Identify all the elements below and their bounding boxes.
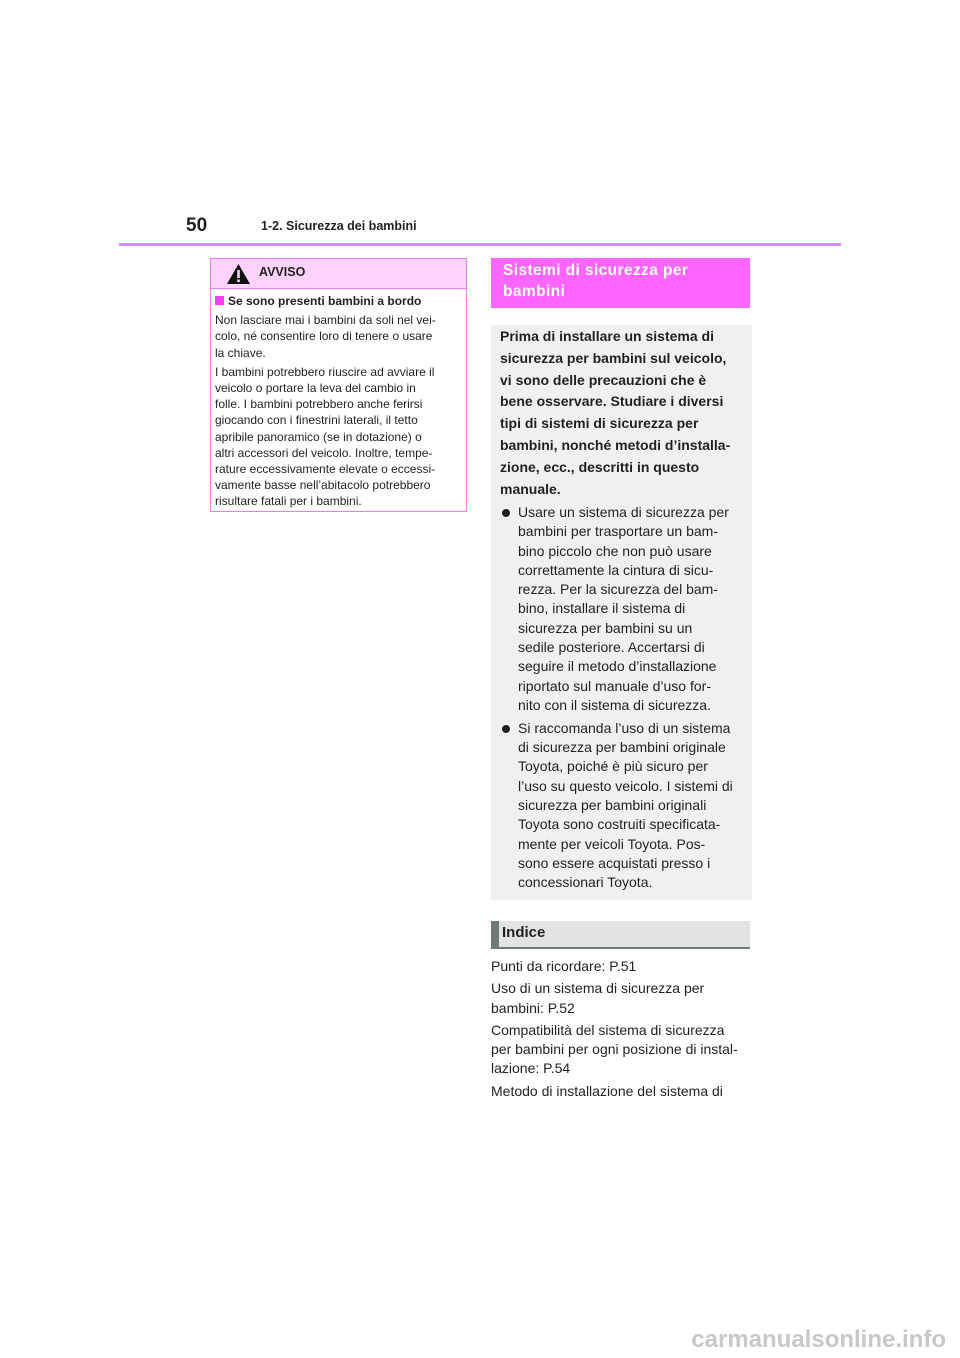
text-line: rezza. Per la sicurezza del bam-	[518, 581, 718, 598]
index-marker	[491, 921, 499, 949]
warning-subtitle-text: Se sono presenti bambini a bordo	[228, 294, 422, 308]
text-line: Metodo di installazione del sistema di	[491, 1082, 723, 1099]
text-line: I bambini potrebbero riuscire ad avviare il	[215, 364, 435, 379]
intro-line: sicurezza per bambini sul veicolo,	[500, 349, 727, 366]
intro-text	[500, 326, 730, 500]
text-line: di sicurezza per bambini originale	[518, 739, 726, 756]
text-line: colo, né consentire loro di tenere o usare	[215, 329, 433, 344]
list-item	[500, 719, 733, 893]
text-line: risultare fatali per i bambini.	[215, 494, 362, 509]
bullet-list	[500, 503, 733, 896]
page-number: 50	[186, 215, 208, 236]
text-line: Punti da ricordare: P.51	[491, 958, 637, 974]
text-line: la chiave.	[215, 345, 266, 360]
text-line: sono essere acquistati presso i	[518, 854, 711, 871]
text-line: l’uso su questo veicolo. I sistemi di	[518, 777, 733, 794]
text-line: sedile posteriore. Accertarsi di	[518, 639, 705, 656]
index-link[interactable]	[491, 957, 738, 976]
intro-line: bambini, nonché metodi d’installa-	[500, 436, 731, 453]
index-link[interactable]	[491, 979, 738, 1018]
intro-line: bene osservare. Studiare i diversi	[500, 393, 724, 410]
warning-paragraph	[215, 364, 462, 510]
text-line: Toyota sono costruiti specificata-	[518, 816, 721, 833]
warning-box	[210, 258, 467, 512]
text-line: mente per veicoli Toyota. Pos-	[518, 835, 706, 852]
text-line: vamente basse nell’abitacolo potrebbero	[215, 478, 431, 493]
intro-line: vi sono delle precauzioni che è	[500, 371, 707, 388]
title-line: Sistemi di sicurezza per	[503, 262, 689, 279]
header-divider	[119, 243, 841, 246]
square-bullet-icon	[215, 296, 224, 305]
text-line: giocando con i finestrini laterali, il tetto	[215, 413, 418, 428]
text-line: concessionari Toyota.	[518, 874, 653, 891]
title-line: bambini	[503, 283, 566, 300]
text-line: altri accessori del veicolo. Inoltre, tempe-	[215, 445, 433, 460]
text-line: seguire il metodo d’installazione	[518, 658, 717, 675]
warning-paragraph	[215, 312, 462, 361]
text-line: bino, installare il sistema di	[518, 600, 686, 617]
list-item	[500, 503, 733, 715]
text-line: correttamente la cintura di sicu-	[518, 561, 714, 578]
index-header	[491, 921, 750, 949]
text-line: bino piccolo che non può usare	[518, 542, 712, 559]
text-line: Usare un sistema di sicurezza per	[518, 504, 729, 520]
intro-line: zione, ecc., descritti in questo	[500, 458, 700, 475]
text-line: Compatibilità del sistema di sicurezza	[491, 1021, 725, 1038]
text-line: sicurezza per bambini originali	[518, 796, 707, 813]
bullet-dot-icon	[502, 725, 510, 733]
section-title: 1-2. Sicurezza dei bambini	[261, 219, 417, 233]
index-title: Indice	[502, 924, 546, 941]
text-line: nito con il sistema di sicurezza.	[518, 696, 711, 713]
index-link[interactable]	[491, 1082, 738, 1101]
intro-box	[491, 325, 752, 900]
text-line: sicurezza per bambini su un	[518, 619, 693, 636]
warning-title: AVVISO	[259, 265, 306, 279]
intro-line: Prima di installare un sistema di	[500, 328, 714, 344]
index-list	[491, 957, 738, 1104]
chapter-title	[491, 258, 750, 308]
text-line: bambini per trasportare un bam-	[518, 523, 718, 540]
text-line: Toyota, poiché è più sicuro per	[518, 758, 708, 775]
text-line: bambini: P.52	[491, 999, 575, 1016]
text-line: veicolo o portare la leva del cambio in	[215, 381, 416, 396]
text-line: Non lasciare mai i bambini da soli nel vei-	[215, 313, 436, 328]
text-line: Uso di un sistema di sicurezza per	[491, 980, 705, 997]
warning-header	[211, 259, 466, 289]
warning-text	[215, 312, 462, 509]
text-line: per bambini per ogni posizione di instal-	[491, 1041, 738, 1058]
text-line: rature eccessivamente elevate o eccessi-	[215, 462, 436, 477]
text-line: folle. I bambini potrebbero anche ferirsi	[215, 397, 423, 412]
text-line: apribile panoramico (se in dotazione) o	[215, 429, 422, 444]
text-line: riportato sul manuale d’uso for-	[518, 677, 711, 694]
text-line: lazione: P.54	[491, 1060, 571, 1077]
intro-line: tipi di sistemi di sicurezza per	[500, 415, 699, 432]
intro-line: manuale.	[500, 480, 561, 497]
bullet-dot-icon	[502, 509, 510, 517]
watermark: carmanualsonline.info	[691, 1326, 946, 1353]
index-link[interactable]	[491, 1021, 738, 1079]
warning-triangle-icon	[226, 263, 251, 285]
text-line: Si raccomanda l’uso di un sistema	[518, 719, 731, 736]
warning-subtitle	[215, 293, 462, 309]
